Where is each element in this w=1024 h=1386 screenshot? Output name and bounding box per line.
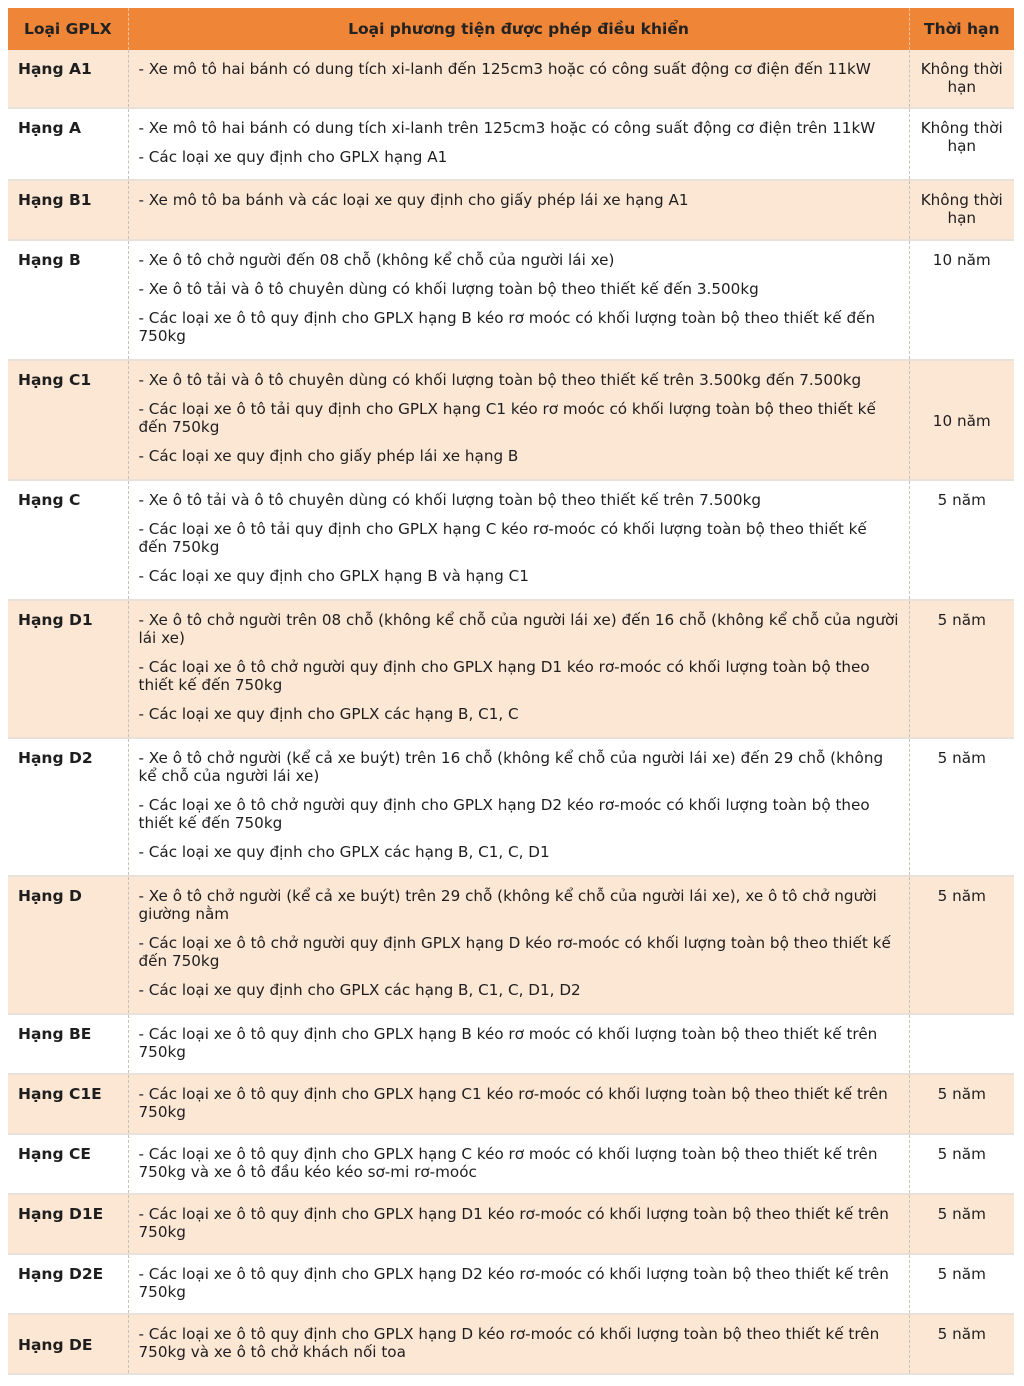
license-class-cell: Hạng D2E — [8, 1254, 128, 1314]
license-class-cell: Hạng BE — [8, 1014, 128, 1074]
table-row — [8, 1014, 1014, 1074]
vehicle-description-line: - Các loại xe ô tô quy định cho GPLX hạng C1 kéo rơ-moóc có khối lượng toàn bộ theo thiết kế trên 750kg — [138, 1085, 888, 1121]
license-class-cell: Hạng CE — [8, 1134, 128, 1194]
vehicle-description-cell — [128, 876, 909, 1014]
license-class-cell: Hạng B — [8, 240, 128, 360]
vehicle-description-line: - Các loại xe ô tô chở người quy định cho GPLX hạng D1 kéo rơ-moóc có khối lượng toàn bộ theo thiết kế đến 750kg — [138, 658, 870, 694]
table-row — [8, 240, 1014, 360]
validity-period-cell: Không thời hạn — [909, 108, 1014, 180]
license-table-container — [8, 8, 1014, 1375]
validity-period-cell: Không thời hạn — [909, 180, 1014, 240]
validity-period-cell: 10 năm — [909, 360, 1014, 480]
table-row — [8, 180, 1014, 240]
license-class-cell: Hạng D — [8, 876, 128, 1014]
license-class-cell: Hạng A — [8, 108, 128, 180]
vehicle-description-line: - Xe ô tô tải và ô tô chuyên dùng có khối lượng toàn bộ theo thiết kế trên 7.500kg — [138, 491, 762, 509]
validity-period-cell: 10 năm — [909, 240, 1014, 360]
validity-period-cell: 5 năm — [909, 1134, 1014, 1194]
validity-period-cell — [909, 1014, 1014, 1074]
vehicle-description-line: - Xe ô tô chở người đến 08 chỗ (không kể chỗ của người lái xe) — [138, 251, 615, 269]
validity-period-cell: 5 năm — [909, 1254, 1014, 1314]
vehicle-description-line: - Các loại xe ô tô tải quy định cho GPLX hạng C kéo rơ-moóc có khối lượng toàn bộ theo thiết kế đến 750kg — [138, 520, 867, 556]
table-row — [8, 738, 1014, 876]
vehicle-description-cell — [128, 1014, 909, 1074]
license-class-cell: Hạng B1 — [8, 180, 128, 240]
vehicle-description-cell — [128, 1134, 909, 1194]
vehicle-description-line: - Các loại xe ô tô tải quy định cho GPLX hạng C1 kéo rơ moóc có khối lượng toàn bộ theo thiết kế đến 750kg — [138, 400, 876, 436]
vehicle-description-line: - Xe ô tô chở người trên 08 chỗ (không kể chỗ của người lái xe) đến 16 chỗ (không kể chỗ của người lái xe) — [138, 611, 899, 647]
vehicle-description-line: - Xe mô tô hai bánh có dung tích xi-lanh đến 125cm3 hoặc có công suất động cơ điện đến 11kW — [138, 60, 871, 78]
vehicle-description-line: - Các loại xe quy định cho giấy phép lái xe hạng B — [138, 447, 519, 465]
vehicle-description-line: - Các loại xe ô tô chở người quy định GPLX hạng D kéo rơ-moóc có khối lượng toàn bộ theo thiết kế đến 750kg — [138, 934, 891, 970]
table-row — [8, 600, 1014, 738]
license-class-cell: Hạng C — [8, 480, 128, 600]
vehicle-description-line: - Các loại xe quy định cho GPLX các hạng B, C1, C — [138, 705, 519, 723]
vehicle-description-line: - Các loại xe ô tô chở người quy định cho GPLX hạng D2 kéo rơ-moóc có khối lượng toàn bộ theo thiết kế đến 750kg — [138, 796, 870, 832]
vehicle-description-line: - Xe mô tô hai bánh có dung tích xi-lanh trên 125cm3 hoặc có công suất động cơ điện trên 11kW — [138, 119, 876, 137]
table-row — [8, 1134, 1014, 1194]
table-row — [8, 1194, 1014, 1254]
license-class-cell: Hạng C1E — [8, 1074, 128, 1134]
table-header-row — [8, 8, 1014, 50]
vehicle-description-line: - Các loại xe ô tô quy định cho GPLX hạng D2 kéo rơ-moóc có khối lượng toàn bộ theo thiết kế trên 750kg — [138, 1265, 889, 1301]
validity-period-cell: 5 năm — [909, 738, 1014, 876]
license-class-cell: Hạng D2 — [8, 738, 128, 876]
header-license-class: Loại GPLX — [8, 8, 128, 50]
validity-period-cell: Không thời hạn — [909, 50, 1014, 108]
license-class-cell: Hạng D1 — [8, 600, 128, 738]
license-class-table — [8, 8, 1014, 1375]
vehicle-description-cell — [128, 1254, 909, 1314]
vehicle-description-line: - Xe mô tô ba bánh và các loại xe quy định cho giấy phép lái xe hạng A1 — [138, 191, 689, 209]
license-class-cell: Hạng A1 — [8, 50, 128, 108]
vehicle-description-cell — [128, 240, 909, 360]
vehicle-description-cell — [128, 180, 909, 240]
license-class-cell: Hạng C1 — [8, 360, 128, 480]
header-validity: Thời hạn — [909, 8, 1014, 50]
license-class-cell: Hạng DE — [8, 1314, 128, 1374]
table-row — [8, 1074, 1014, 1134]
validity-period-cell: 5 năm — [909, 876, 1014, 1014]
table-row — [8, 360, 1014, 480]
validity-period-cell: 5 năm — [909, 1194, 1014, 1254]
vehicle-description-cell — [128, 360, 909, 480]
vehicle-description-line: - Các loại xe ô tô quy định cho GPLX hạng D1 kéo rơ-moóc có khối lượng toàn bộ theo thiết kế trên 750kg — [138, 1205, 889, 1241]
table-row — [8, 108, 1014, 180]
vehicle-description-line: - Các loại xe ô tô quy định cho GPLX hạng B kéo rơ moóc có khối lượng toàn bộ theo thiết kế đến 750kg — [138, 309, 876, 345]
vehicle-description-line: - Các loại xe ô tô quy định cho GPLX hạng C kéo rơ moóc có khối lượng toàn bộ theo thiết kế trên 750kg và xe ô tô đầu kéo kéo sơ-mi rơ-moóc — [138, 1145, 878, 1181]
vehicle-description-line: - Các loại xe ô tô quy định cho GPLX hạng B kéo rơ moóc có khối lượng toàn bộ theo thiết kế trên 750kg — [138, 1025, 878, 1061]
vehicle-description-line: - Các loại xe quy định cho GPLX hạng B và hạng C1 — [138, 567, 529, 585]
vehicle-description-cell — [128, 600, 909, 738]
vehicle-description-line: - Xe ô tô tải và ô tô chuyên dùng có khối lượng toàn bộ theo thiết kế đến 3.500kg — [138, 280, 759, 298]
header-vehicle-types: Loại phương tiện được phép điều khiển — [128, 8, 909, 50]
table-row — [8, 480, 1014, 600]
vehicle-description-cell — [128, 50, 909, 108]
vehicle-description-cell — [128, 480, 909, 600]
vehicle-description-line: - Các loại xe ô tô quy định cho GPLX hạng D kéo rơ-moóc có khối lượng toàn bộ theo thiết kế trên 750kg và xe ô tô chở khách nối toa — [138, 1325, 880, 1361]
table-row — [8, 876, 1014, 1014]
vehicle-description-cell — [128, 1314, 909, 1374]
table-body — [8, 50, 1014, 1374]
vehicle-description-cell — [128, 108, 909, 180]
validity-period-cell: 5 năm — [909, 1074, 1014, 1134]
vehicle-description-cell — [128, 738, 909, 876]
table-row — [8, 1314, 1014, 1374]
validity-period-cell: 5 năm — [909, 1314, 1014, 1374]
vehicle-description-line: - Xe ô tô chở người (kể cả xe buýt) trên 16 chỗ (không kể chỗ của người lái xe) đến 29 chỗ (không kể chỗ của người lái xe) — [138, 749, 884, 785]
vehicle-description-line: - Xe ô tô tải và ô tô chuyên dùng có khối lượng toàn bộ theo thiết kế trên 3.500kg đến 7.500kg — [138, 371, 862, 389]
vehicle-description-line: - Các loại xe quy định cho GPLX các hạng B, C1, C, D1, D2 — [138, 981, 581, 999]
validity-period-cell: 5 năm — [909, 480, 1014, 600]
vehicle-description-line: - Xe ô tô chở người (kể cả xe buýt) trên 29 chỗ (không kể chỗ của người lái xe), xe ô tô chở người giường nằm — [138, 887, 877, 923]
vehicle-description-cell — [128, 1194, 909, 1254]
license-class-cell: Hạng D1E — [8, 1194, 128, 1254]
table-row — [8, 1254, 1014, 1314]
table-row — [8, 50, 1014, 108]
vehicle-description-line: - Các loại xe quy định cho GPLX các hạng B, C1, C, D1 — [138, 843, 550, 861]
validity-period-cell: 5 năm — [909, 600, 1014, 738]
vehicle-description-cell — [128, 1074, 909, 1134]
vehicle-description-line: - Các loại xe quy định cho GPLX hạng A1 — [138, 148, 448, 166]
